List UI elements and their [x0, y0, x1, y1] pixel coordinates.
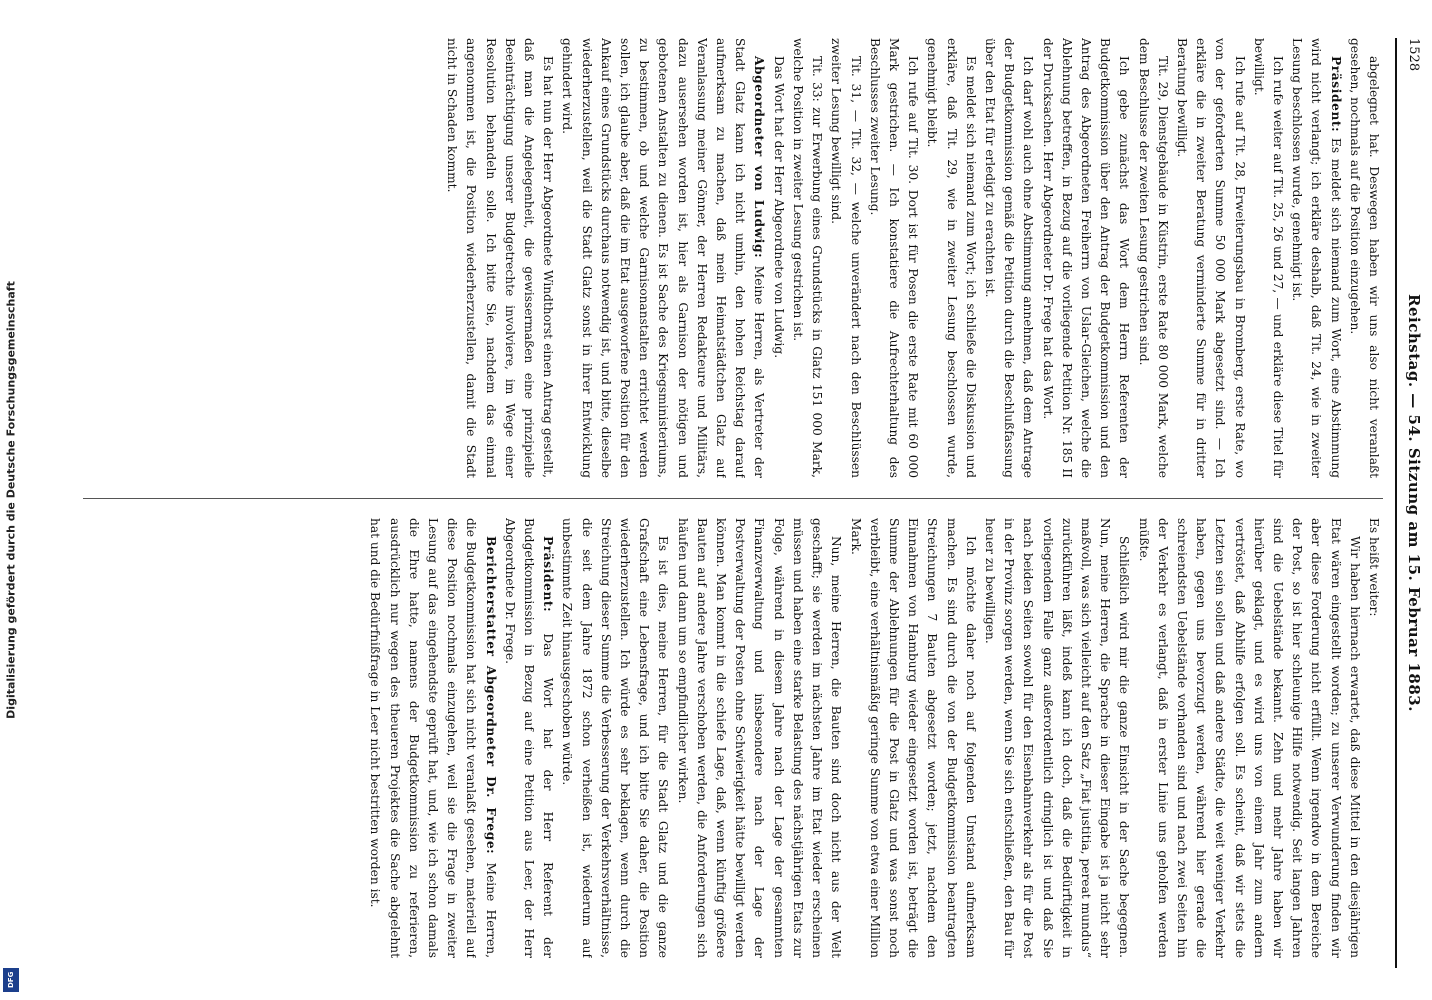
- header-rule: [1395, 38, 1397, 968]
- paragraph: Es hat nun der Herr Abgeordnete Windthorst einen Antrag gestellt, daß man die Angelegenheit, die gewissermaßen eine prinzipielle Beeinträchtigung unserer Budgetrechte involviere, im Wege einer Resolution behandeln solle. Ich bitte Sie, nachdem das einmal angenommen ist, die Position wiederherzustellen, damit die Stadt nicht in Schaden kommt.: [445, 38, 556, 478]
- paragraph: Ich gebe zunächst das Wort dem Herrn Referenten der Budgetkommission über den Antrag der Budgetkommission und den Antrag des Abgeordneten Freiherrn von Uslar-Gleichen, welche die Ablehnung betreffen, in Bezug auf die vorliegende Petition Nr. 185 II der Drucksachen. Herr Abgeordneter Dr. Frege hat das Wort.: [1040, 38, 1132, 478]
- running-head: Reichstag. — 54. Sitzung am 15. Februar 1883.: [1405, 294, 1423, 712]
- paragraph: Es meldet sich niemand zum Wort; ich schließe die Diskussion und erkläre, daß Tit. 29, wie in zweiter Lesung beschlossen wurde, genehmigt bleibt.: [925, 38, 978, 478]
- paragraph: Tit. 31, — Tit. 32, — welche unverändert nach den Beschlüssen zweiter Lesung bewilligt sind.: [829, 38, 863, 478]
- paragraph: Nun, meine Herren, die Bauten sind doch nicht aus der Welt geschafft; sie werden im nächsten Jahre im Etat wieder erscheinen müssen und haben eine starke Belastung des nächstjährigen Etats zur Folge, während in diesem Jahre nach der Lage der gesammten Finanzverwaltung und insbesondere nach der Lage der Postverwaltung der Posten ohne Schwierigkeit hätte bewilligt werden können. Man kommt in die schiefe Lage, daß, wenn künftig größere Bauten auf andere Jahre verschoben werden, die Anforderungen sich häufen und dann um so empfindlicher wirken.: [675, 518, 844, 958]
- speaker-paragraph: [1287, 38, 1345, 478]
- speaker-paragraph: [500, 518, 558, 958]
- paragraph: Ich rufe auf Tit. 30. Dort ist für Posen die erste Rate mit 60 000 Mark gestrichen. — Ich konstatiere die Aufrechterhaltung des Beschlusses zweiter Lesung.: [867, 38, 921, 478]
- page-header: [1391, 38, 1427, 968]
- rotated-document-page: [37, 8, 1427, 993]
- paragraph: Tit. 29, Dienstgebäude in Küstrin, erste Rate 80 000 Mark, welche dem Beschlusse der zweiten Lesung gestrichen sind.: [1136, 38, 1170, 478]
- paragraph: Ich möchte daher noch auf folgenden Umstand aufmerksam machen. Es sind durch die von der Budgetkommission beantragten Streichungen 7 Bauten abgesetzt worden; jetzt, nachdem den Einnahmen von Hamburg wieder eingesetzt worden ist, beträgt die Summe der Ablehnungen für die Post in Glatz und was sonst noch verbleibt, eine verhältnismäßig geringe Summe von etwa einer Million Mark.: [848, 518, 978, 958]
- speech-text: Meine Herren, die Budgetkommission hat sich nicht veranlaßt gesehen, materiell auf diese Position nochmals einzugehen, weil sie die Frage in zweiter Lesung auf das eingehendste geprüft hat, und, wie ich schon damals die Ehre hatte, namens der Budgetkommission zu referieren, ausdrücklich nur wegen des theueren Projektes die Sache abgelehnt hat und die Bedürfnißfrage in Leer nicht bestritten worden ist.: [368, 518, 498, 958]
- paragraph: Es ist dies, meine Herren, für die Stadt Glatz und die ganze Grafschaft eine Lebensfrage, und ich bitte Sie daher, die Position wiederherzustellen. Ich würde es sehr beklagen, wenn durch die Streichung dieser Summe die Verbesserung der Verkehrsverhältnisse, die seit dem Jahre 1872 schon verheißen ist, wiederum auf unbestimmte Zeit hinausgeschoben würde.: [560, 518, 671, 958]
- speaker-paragraph: [365, 518, 499, 958]
- page-number: 1528: [1406, 38, 1421, 72]
- speaker-name: Präsident:: [1328, 56, 1343, 133]
- paragraph: Ich darf wohl auch ohne Abstimmung annehmen, daß dem Antrage der Budgetkommission gemäß die Petition durch die Beschlußfassung über den Etat für erledigt zu erachten ist.: [982, 38, 1036, 478]
- dfg-logo: DFG: [3, 968, 19, 992]
- paragraph: Das Wort hat der Herr Abgeordnete von Ludwig.: [771, 56, 786, 359]
- text-column-right: [53, 518, 1383, 958]
- text-column-left: [53, 38, 1383, 478]
- paragraph: Schließlich wird mir die ganze Einsicht in der Sache begegnen. Nun, meine Herren, die Sprache in dieser Eingabe ist ja nicht sehr maßvoll, was sich vielleicht auf den Satz „Fiat justitia, pereat mundus“ zurückführen läßt, indeß kann ich doch, daß die Bedürftigkeit in vorliegendem Falle ganz außerordentlich dringlich ist und daß Sie nach beiden Seiten sowohl für den Eisenbahnverkehr als für die Post in der Provinz sorgen werden, wenn Sie sich entschließen, den Bau für heuer zu bewilligen.: [982, 518, 1132, 958]
- paragraph: Ich rufe weiter auf Tit. 25, 26 und 27, — und erkläre diese Titel für bewilligt.: [1251, 38, 1285, 478]
- speaker-name: Abgeordneter von Ludwig:: [752, 56, 767, 259]
- scan-credit-strip: [0, 0, 22, 1000]
- speaker-name: Berichterstatter Abgeordneter Dr. Frege:: [483, 536, 498, 855]
- paragraph: Ich rufe auf Tit. 28, Erweiterungsbau in Bromberg, erste Rate, wo von der geforderten Summe 50 000 Mark abgesetzt sind. — Ich erkläre die in zweiter Beratung verminderte Summe für in dritter Beratung bewilligt.: [1174, 38, 1247, 478]
- speech-text: Das Wort hat der Herr Referent der Budgetkommission in Bezug auf eine Petition aus Leer, der Herr Abgeordnete Dr. Frege.: [502, 518, 556, 958]
- column-divider: [83, 498, 1383, 499]
- speaker-paragraph: [557, 38, 768, 478]
- paragraph: Tit. 33: zur Erwerbung eines Grundstücks in Glatz 151 000 Mark, welche Position in zweiter Lesung gestrichen ist.: [790, 38, 825, 478]
- paragraph: abgelegnet hat. Deswegen haben wir uns also nicht veranlaßt gesehen, nochmals auf die Position einzugehen.: [1347, 38, 1381, 478]
- scan-credit-text: Digitalisierung gefördert durch die Deutsche Forschungsgemeinschaft: [4, 281, 18, 719]
- speaker-name: Präsident:: [541, 536, 556, 613]
- paragraph: Wir haben hiernach erwartet, daß diese Mittel in den diesjährigen Etat wären eingestellt worden; zu unserer Verwunderung finden wir aber diese Forderung nicht erfüllt. Wenn irgendwo in dem Bereiche der Post, so ist hier schleunige Hilfe notwendig. Seit langen Jahren sind die Uebelstände bekannt. Zehn und mehr Jahre haben wir hierüber geklagt, und es wird uns von einem Jahr zum andern vertröstet, daß Abhilfe erfolgen soll. Es scheint, daß wir stets die Letzten sein sollen und daß andere Städte, die weit weniger Verkehr haben, gegen uns bevorzugt werden, während hier gerade die schreiendsten Uebelstände vorhanden sind und nach zwei Seiten hin der Verkehr es verlangt, daß in erster Linie uns geholfen werden müßte.: [1136, 518, 1362, 958]
- speech-text: Es meldet sich niemand zum Wort, eine Abstimmung wird nicht verlangt; ich erkläre deshalb, daß Tit. 24, wie in zweiter Lesung beschlossen wurde, genehmigt ist.: [1290, 38, 1343, 478]
- speech-text: Meine Herren, als Vertreter der Stadt Glatz kann ich nicht umhin, den hohen Reichstag darauf aufmerksam zu machen, daß mein Heimatstädtchen Glatz auf Veranlassung meiner Gönner, der Herren Redakteure und Militärs, dazu ausersehen worden ist, hier als Garnison der nötigen und gebotenen Anstalten zu dienen. Es ist Sache des Kriegsministeriums, zu bestimmen, ob und welche Garnisonanstalten errichtet werden sollen, ich glaube aber, daß die im Etat ausgeworfene Position für den Ankauf eines Grundstücks durchaus notwendig ist, und bitte, dieselbe wiederherzustellen, weil die Stadt Glatz sonst in ihrer Entwicklung gehindert wird.: [560, 38, 767, 478]
- paragraph: Es heißt weiter:: [1367, 518, 1381, 617]
